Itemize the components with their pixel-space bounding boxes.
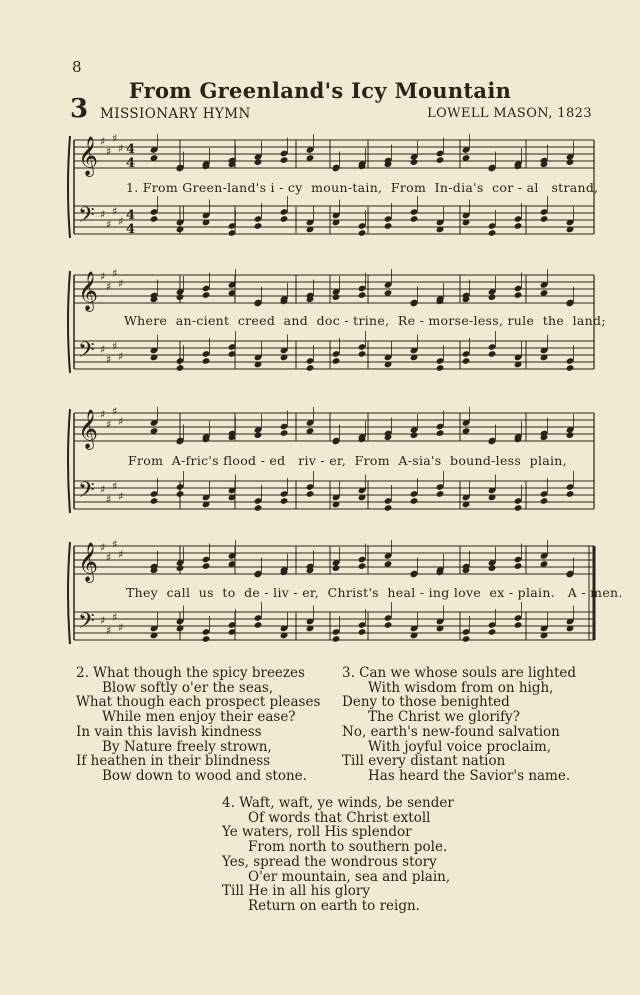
key-sharp: ♯ [100,483,106,496]
key-sharp: ♯ [106,353,112,366]
note-head [358,229,367,237]
note-head [410,431,419,439]
verse-2-line: Bow down to wood and stone. [102,767,307,784]
note-head [332,293,341,301]
key-sharp: ♯ [100,343,106,356]
system-brace [68,542,70,644]
key-sharp: ♯ [106,551,112,564]
verse-3-line: With joyful voice proclaim, [368,738,552,755]
note-head [202,562,211,570]
verse-3 [342,666,576,784]
note-head [488,564,497,572]
time-signature: 4 [126,222,136,237]
system-brace [68,136,70,238]
note-head [280,497,289,505]
note-head [306,364,315,372]
note-head [176,564,185,572]
key-sharp: ♯ [112,405,118,418]
note-head [514,621,523,629]
note-head [280,215,289,223]
verse-4-line: 4. Waft, waft, ye winds, be sender [222,795,454,811]
note-head [514,291,523,299]
verse-3-line: Deny to those benighted [342,694,510,711]
note-head [410,497,419,505]
key-sharp: ♯ [100,270,106,283]
key-sharp: ♯ [106,218,112,231]
note-head [462,357,471,365]
note-head [566,158,575,166]
note-head [410,158,419,166]
system-brace [68,271,70,373]
note-head [150,215,159,223]
time-signature: 4 [126,156,136,171]
note-head [202,357,211,365]
key-sharp: ♯ [118,548,124,561]
key-sharp: ♯ [106,280,112,293]
note-head [436,156,445,164]
time-signature: 4 [126,142,136,157]
note-head [540,215,549,223]
note-head [488,229,497,237]
composer-credit: LOWELL MASON, 1823 [427,106,592,121]
bass-clef: 𝄢 [78,478,95,508]
note-head [436,364,445,372]
note-head [566,364,575,372]
verse-2-line: While men enjoy their ease? [102,709,296,726]
key-sharp: ♯ [112,205,118,218]
verse-4-line: From north to southern pole. [248,839,448,856]
verse-3-line: Till every distant nation [342,753,506,770]
note-head [254,431,263,439]
verse-4 [222,796,454,914]
note-head [410,215,419,223]
hymn-number: 3 [70,94,89,124]
hymn-title: From Greenland's Icy Mountain [128,78,512,103]
verse-4-line: Return on earth to reign. [248,897,420,914]
verse-2-line: What though each prospect pleases [76,694,321,711]
verse-2 [76,666,320,784]
note-head [384,222,393,230]
note-head [384,621,393,629]
bass-clef: 𝄢 [78,203,95,233]
key-sharp: ♯ [112,132,118,145]
verse-2-line: In vain this lavish kindness [76,723,262,740]
verse-3-line: Has heard the Savior's name. [368,767,571,784]
note-head [488,293,497,301]
verse-4-line: Yes, spread the wondrous story [222,853,437,870]
verse-3-line: No, earth's new-found salvation [342,723,560,740]
note-head [176,293,185,301]
key-sharp: ♯ [100,208,106,221]
key-sharp: ♯ [118,277,124,290]
page-number: 8 [72,58,82,76]
key-sharp: ♯ [100,135,106,148]
note-head [254,158,263,166]
key-sharp: ♯ [106,145,112,158]
note-head [358,350,367,358]
key-sharp: ♯ [118,142,124,155]
verse-2-line: 2. What though the spicy breezes [76,665,305,681]
verse-2-line: Blow softly o'er the seas, [102,679,274,696]
treble-clef: 𝄞 [78,409,99,449]
lyric-line-3: From A-fric's flood - ed riv - er, From A-sia's bound-less plain, [128,453,567,468]
note-head [202,635,211,643]
note-head [514,562,523,570]
note-head [176,364,185,372]
note-head [254,222,263,230]
note-head [436,429,445,437]
treble-clef: 𝄞 [78,271,99,311]
note-head [436,490,445,498]
verse-4-line: Ye waters, roll His splendor [222,824,412,841]
bass-clef: 𝄢 [78,338,95,368]
note-head [306,490,315,498]
key-sharp: ♯ [118,215,124,228]
treble-clef: 𝄞 [78,136,99,176]
treble-clef: 𝄞 [78,542,99,582]
note-head [566,431,575,439]
key-sharp: ♯ [118,490,124,503]
key-sharp: ♯ [100,614,106,627]
verse-3-line: 3. Can we whose souls are lighted [342,665,577,681]
note-head [254,504,263,512]
lyric-line-4: They call us to de - liv - er, Christ's heal - ing love ex - plain. A - men. [126,585,623,600]
verse-4-line: Of words that Christ extoll [248,809,431,826]
note-head [514,504,523,512]
note-head [332,564,341,572]
key-sharp: ♯ [100,541,106,554]
note-head [176,490,185,498]
note-head [280,156,289,164]
note-head [280,429,289,437]
key-sharp: ♯ [106,493,112,506]
time-signature: 4 [126,208,136,223]
verse-4-line: Till He in all his glory [222,883,370,900]
note-head [358,291,367,299]
verse-2-line: If heathen in their blindness [76,753,271,770]
system-brace [68,409,70,513]
tune-name: MISSIONARY HYMN [100,106,251,122]
note-head [254,621,263,629]
note-head [332,357,341,365]
key-sharp: ♯ [112,480,118,493]
key-sharp: ♯ [106,418,112,431]
note-head [462,635,471,643]
bass-clef: 𝄢 [78,609,95,639]
note-head [150,497,159,505]
note-head [488,350,497,358]
verse-3-line: The Christ we glorify? [368,709,520,726]
note-head [488,628,497,636]
note-head [384,504,393,512]
key-sharp: ♯ [112,611,118,624]
note-head [514,222,523,230]
verse-3-line: With wisdom from on high, [368,679,554,696]
lyric-line-1: 1. From Green-land's i - cy moun-tain, From In-dia's cor - al strand, [126,180,599,195]
verse-2-line: By Nature freely strown, [102,738,272,755]
key-sharp: ♯ [112,538,118,551]
key-sharp: ♯ [112,340,118,353]
key-sharp: ♯ [112,267,118,280]
key-sharp: ♯ [118,415,124,428]
note-head [358,562,367,570]
key-sharp: ♯ [118,350,124,363]
key-sharp: ♯ [100,408,106,421]
note-head [202,291,211,299]
lyric-line-2: Where an-cient creed and doc - trine, Re - morse-less, rule the land; [124,313,606,328]
note-head [358,628,367,636]
note-head [566,490,575,498]
note-head [332,635,341,643]
verse-4-line: O'er mountain, sea and plain, [248,868,451,885]
key-sharp: ♯ [118,621,124,634]
key-sharp: ♯ [106,624,112,637]
note-head [540,497,549,505]
